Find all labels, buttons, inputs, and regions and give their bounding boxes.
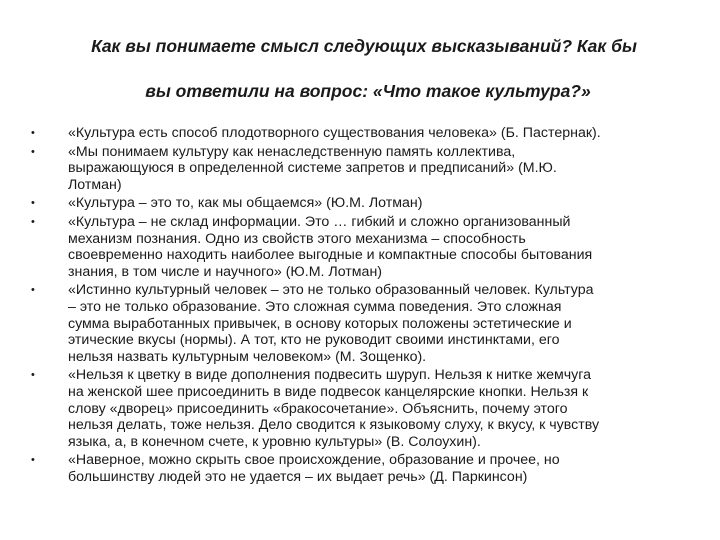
slide-title-line-2: вы ответили на вопрос: «Что такое культура?» xyxy=(145,81,591,101)
quote-line: этические вкусы (нормы). А тот, кто не руководит своими инстинктами, его xyxy=(68,332,560,349)
quote-line: «Культура – это то, как мы общаемся» (Ю.М. Лотман) xyxy=(68,195,423,212)
quote-item xyxy=(0,214,720,280)
quote-line: своевременно находить наиболее выгодные и компактные способы бытования xyxy=(68,247,593,264)
quote-list xyxy=(0,125,720,487)
quote-line: «Нельзя к цветку в виде дополнения подвесить шуруп. Нельзя к нитке жемчуга xyxy=(68,367,592,384)
bullet-icon: • xyxy=(31,369,35,382)
quote-line: нельзя делать, тоже нельзя. Дело сводится к языковому слуху, к вкусу, к чувству xyxy=(68,417,600,434)
quote-line: выражающуюся в определенной системе запретов и предписаний» (М.Ю. xyxy=(68,160,557,177)
quote-line: слову «дворец» присоединить «бракосочетание». Объяснить, почему этого xyxy=(68,400,568,417)
bullet-icon: • xyxy=(31,145,35,158)
quote-item xyxy=(0,282,720,365)
quote-line: «Наверное, можно скрыть свое происхождение, образование и прочее, но xyxy=(68,452,560,469)
quote-line: большинству людей это не удается – их выдает речь» (Д. Паркинсон) xyxy=(68,468,528,485)
bullet-icon: • xyxy=(31,284,35,297)
quote-item xyxy=(0,125,720,142)
bullet-icon: • xyxy=(31,215,35,228)
quote-line: знания, в том числе и научного» (Ю.М. Лотман) xyxy=(68,263,383,280)
quote-item xyxy=(0,195,720,212)
quote-item xyxy=(0,144,720,194)
quote-item xyxy=(0,452,720,485)
bullet-icon: • xyxy=(31,454,35,467)
quote-line: «Культура есть способ плодотворного существования человека» (Б. Пастернак). xyxy=(68,125,601,141)
quote-line: языка, а, в конечном счете, к уровню культуры» (В. Солоухин). xyxy=(68,433,481,450)
quote-line: «Мы понимаем культуру как ненаследственную память коллектива, xyxy=(68,143,516,160)
quote-line: Лотман) xyxy=(68,176,122,193)
bullet-icon: • xyxy=(31,197,35,210)
bullet-icon: • xyxy=(31,127,35,139)
quote-line: сумма выработанных привычек, в основу которых положены эстетические и xyxy=(68,315,572,332)
quote-line: на женской шее присоединить в виде подвесок канцелярские кнопки. Нельзя к xyxy=(68,383,589,400)
quote-line: «Культура – не склад информации. Это … гибкий и сложно организованный xyxy=(68,213,571,230)
quote-line: «Истинно культурный человек – это не только образованный человек. Культура xyxy=(68,282,594,299)
quote-line: механизм познания. Одно из свойств этого механизма – способность xyxy=(68,230,526,247)
quote-line: нельзя назвать культурным человеком» (М. Зощенко). xyxy=(68,348,427,365)
quote-item xyxy=(0,367,720,450)
slide-title-line-1: Как вы понимаете смысл следующих высказываний? Как бы xyxy=(91,36,637,56)
quote-line: – это не только образование. Это сложная сумма поведения. Это сложная xyxy=(68,298,562,315)
